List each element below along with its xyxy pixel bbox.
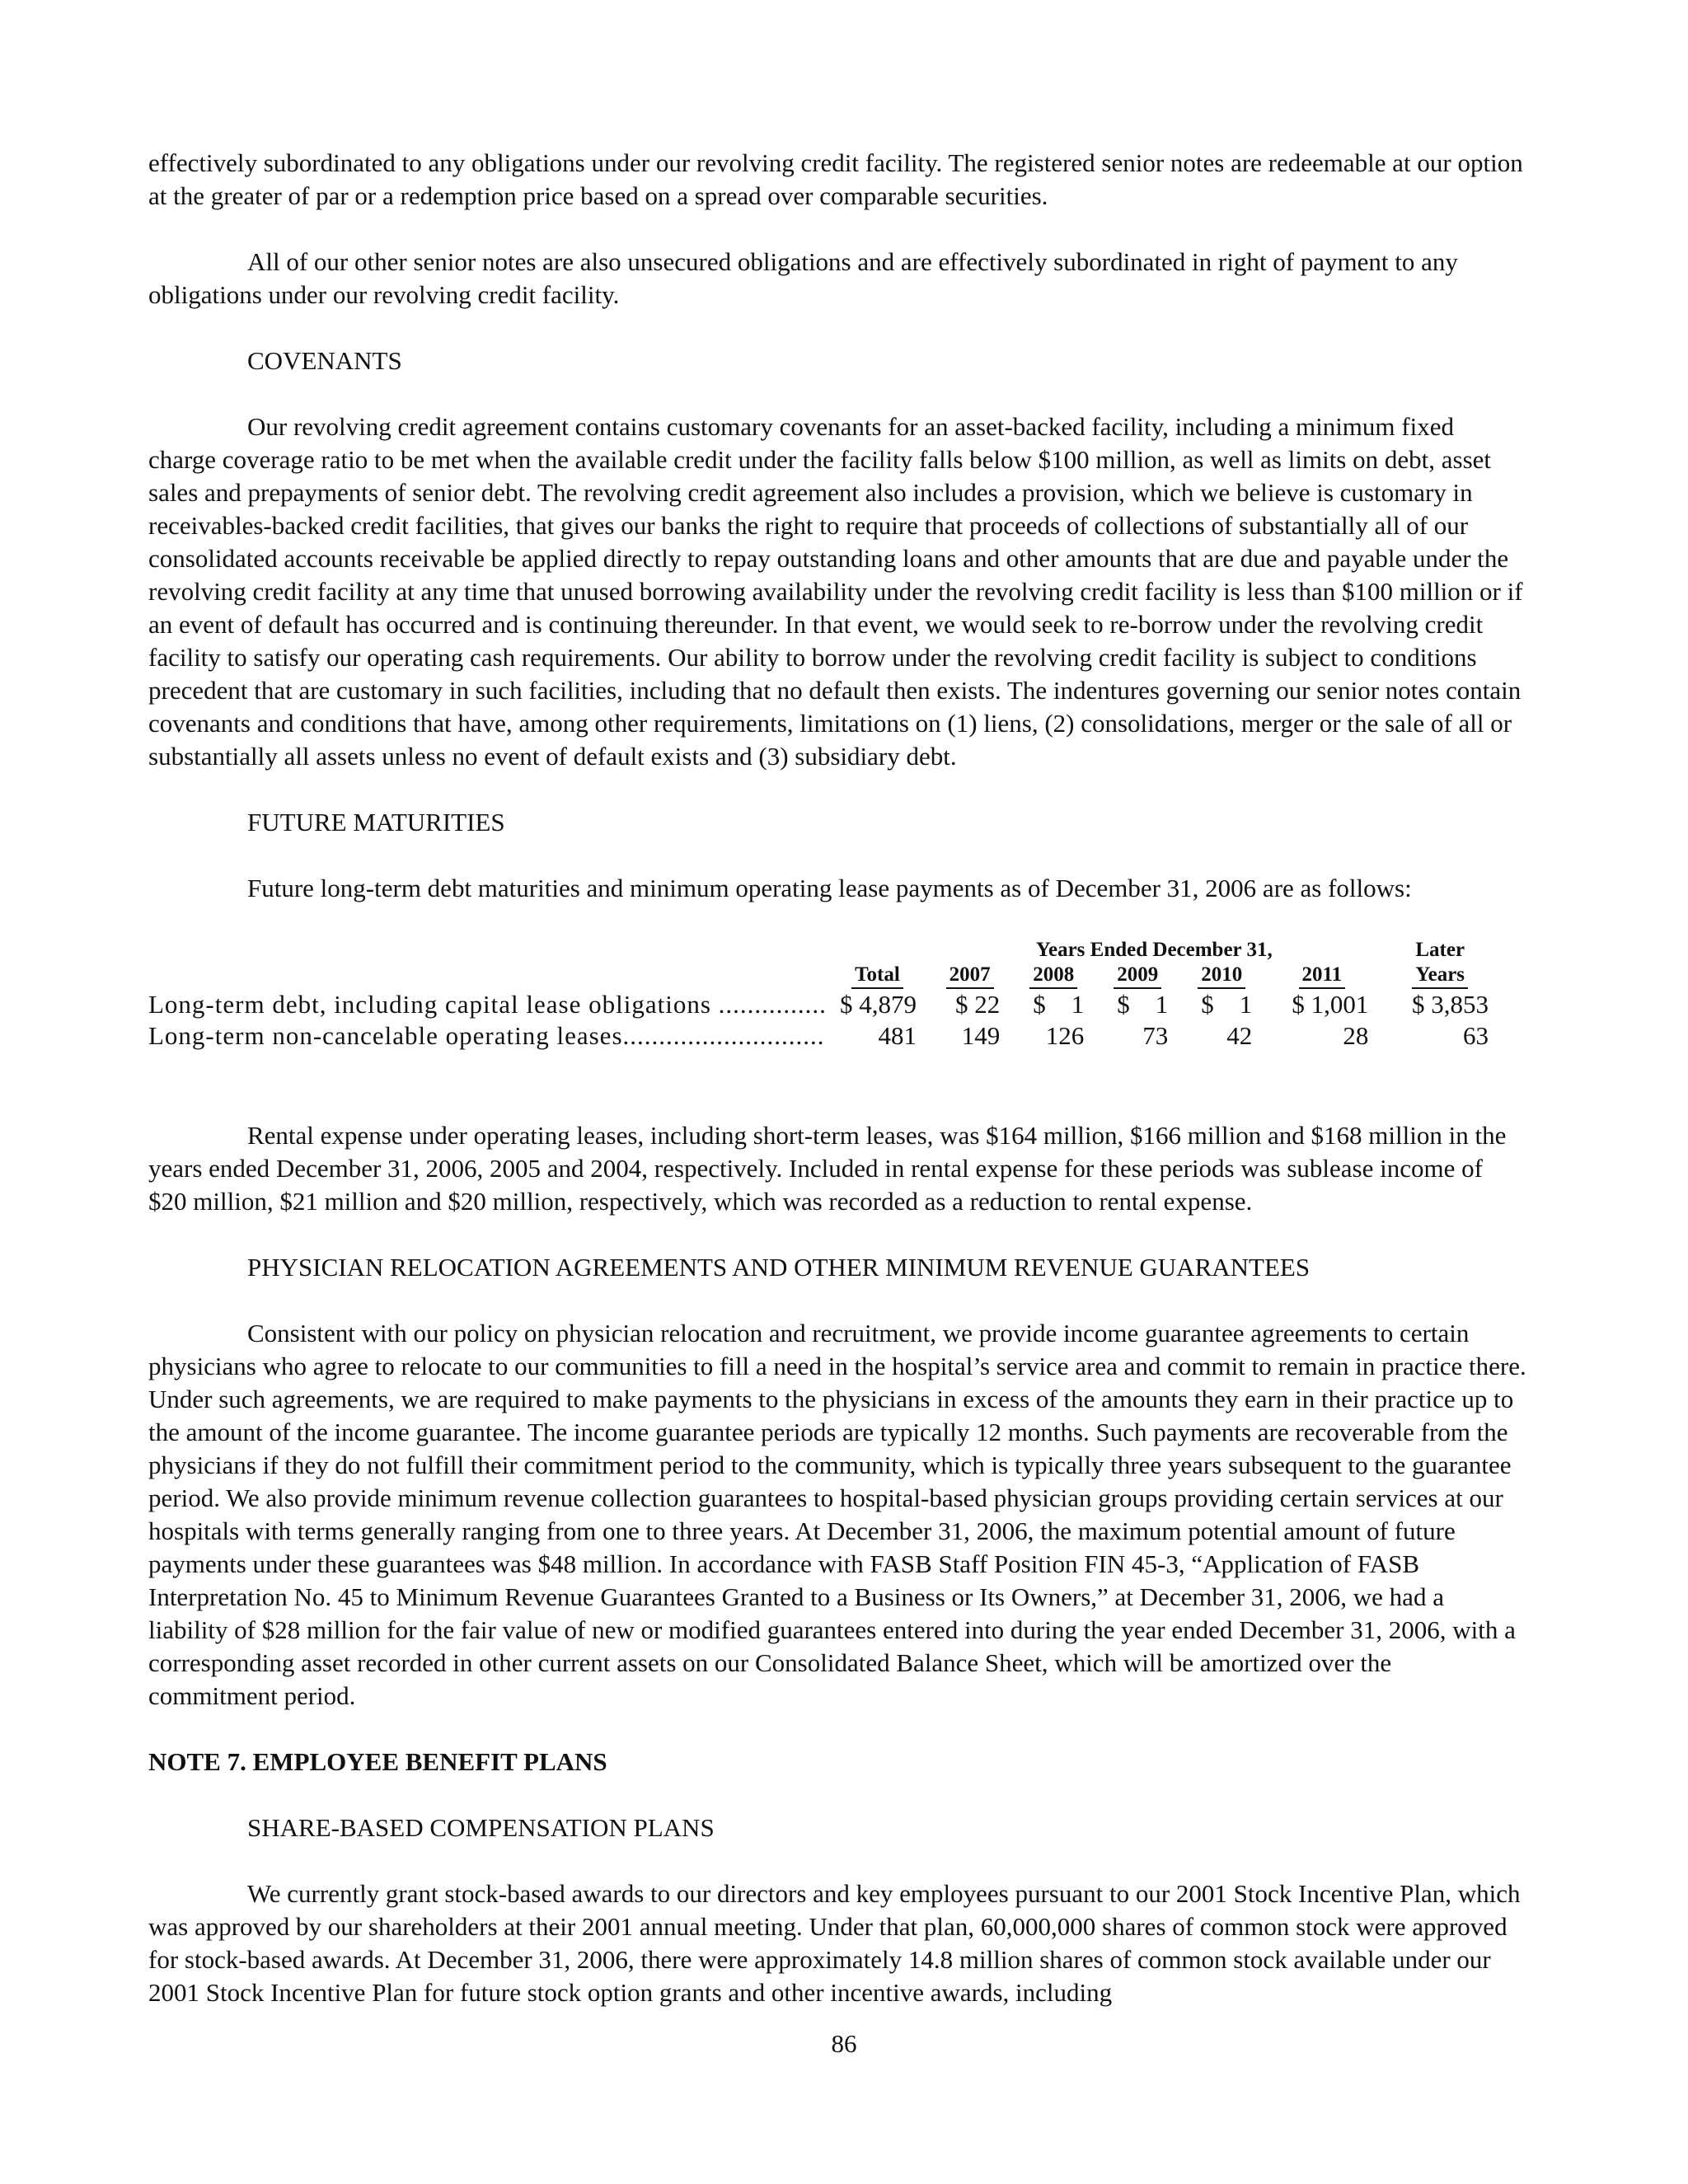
cell-value: 73 bbox=[1142, 1021, 1169, 1050]
note-heading-employee-benefit-plans: NOTE 7. EMPLOYEE BENEFIT PLANS bbox=[148, 1747, 607, 1776]
page-number: 86 bbox=[831, 2029, 857, 2058]
maturities-table bbox=[148, 938, 1500, 1052]
paragraph-physician-relocation: Consistent with our policy on physician relocation and recruitment, we provide income guarantee agreements to certain physicians who agree to relocate to our communities to fill a need in the hospital’s service area and commit to remain in practice there. Under such agreements, we are required to make payments to the physicians in excess of the amounts they earn in their practice up to the amount of the income guarantee. The income guarantee periods are typically 12 months. Such payments are recoverable from the physicians if they do not fulfill their commitment period to the community, which is typically three years subsequent to the guarantee period. We also provide minimum revenue collection guarantees to hospital-based physician groups providing certain services at our hospitals with terms generally ranging from one to three years. At December 31, 2006, the maximum potential amount of future payments under these guarantees was $48 million. In accordance with FASB Staff Position FIN 45-3, “Application of FASB Interpretation No. 45 to Minimum Revenue Guarantees Granted to a Business or Its Owners,” at December 31, 2006, we had a liability of $28 million for the fair value of new or modified guarantees entered into during the year ended December 31, 2006, with a corresponding asset recorded in other current assets on our Consolidated Balance Sheet, which will be amortized over the commitment period. bbox=[148, 1319, 1526, 1710]
cell-value: 63 bbox=[1463, 1021, 1489, 1050]
maturities-table-wrapper bbox=[148, 938, 1526, 1086]
table-header-2009: 2009 bbox=[1095, 963, 1179, 989]
row-label-operating-leases: Long-term non-cancelable operating leases............................ bbox=[148, 1021, 825, 1050]
cell-value: 42 bbox=[1226, 1021, 1253, 1050]
cell-value: $ 4,879 bbox=[840, 990, 917, 1019]
paragraph-stock-incentive-plan: We currently grant stock-based awards to our directors and key employees pursuant to our 2001 Stock Incentive Plan, which was approved by our shareholders at their 2001 annual meeting. Under that plan, 60,000,000 shares of common stock were approved for stock-based awards. At December 31, 2006, there were approximately 14.8 million shares of common stock available under our 2001 Stock Incentive Plan for future stock option grants and other incentive awards, including bbox=[148, 1879, 1521, 2007]
cell-value: $ 1,001 bbox=[1292, 990, 1369, 1019]
cell-value: 28 bbox=[1343, 1021, 1369, 1050]
paragraph-rental-expense: Rental expense under operating leases, including short-term leases, was $164 million, $166 million and $168 million in the years ended December 31, 2006, 2005 and 2004, respectively. Included in rental expense for these periods was sublease income of $20 million, $21 million and $20 million, respectively, which was recorded as a reduction to rental expense. bbox=[148, 1121, 1507, 1216]
paragraph-other-senior-notes: All of our other senior notes are also unsecured obligations and are effectively subordinated in right of payment to any obligations under our revolving credit facility. bbox=[148, 247, 1458, 309]
table-header-later-line2: Years bbox=[1380, 963, 1500, 989]
paragraph-senior-notes-redeemable: effectively subordinated to any obligations under our revolving credit facility. The registered senior notes are redeemable at our option at the greater of par or a redemption price based on a spread over comparable securities. bbox=[148, 148, 1523, 210]
section-heading-share-based-compensation: SHARE-BASED COMPENSATION PLANS bbox=[247, 1813, 715, 1842]
cell-value: $ 1 bbox=[1033, 990, 1085, 1019]
cell-value: $ 1 bbox=[1117, 990, 1169, 1019]
table-header-later-line1: Later bbox=[1415, 939, 1465, 961]
document-page bbox=[148, 147, 1526, 2042]
cell-value: $ 1 bbox=[1201, 990, 1253, 1019]
table-header-2008: 2008 bbox=[1011, 963, 1095, 989]
section-heading-future-maturities: FUTURE MATURITIES bbox=[247, 808, 505, 837]
paragraph-covenants: Our revolving credit agreement contains customary covenants for an asset-backed facility, including a minimum fixed charge coverage ratio to be met when the available credit under the facility falls below $100 million, as well as limits on debt, asset sales and prepayments of senior debt. The revolving credit agreement also includes a provision, which we believe is customary in receivables-backed credit facilities, that gives our banks the right to require that proceeds of collections of substantially all of our consolidated accounts receivable be applied directly to repay outstanding loans and other amounts that are due and payable under the revolving credit facility at any time that unused borrowing availability under the revolving credit facility is less than $100 million or if an event of default has occurred and is continuing thereunder. In that event, we would seek to re-borrow under the revolving credit facility to satisfy our operating cash requirements. Our ability to borrow under the revolving credit facility is subject to conditions precedent that are customary in such facilities, including that no default then exists. The indentures governing our senior notes contain covenants and conditions that have, among other requirements, limitations on (1) liens, (2) consolidations, merger or the sale of all or substantially all assets unless no event of default exists and (3) subsidiary debt. bbox=[148, 412, 1523, 771]
cell-value: $ 22 bbox=[955, 990, 1001, 1019]
table-header-2007: 2007 bbox=[928, 963, 1011, 989]
cell-value: 481 bbox=[878, 1021, 917, 1050]
table-row bbox=[148, 1020, 1500, 1052]
table-row bbox=[148, 989, 1500, 1020]
paragraph-future-maturities-intro: Future long-term debt maturities and minimum operating lease payments as of December 31, 2006 are as follows: bbox=[247, 874, 1412, 902]
table-group-header: Years Ended December 31, bbox=[1035, 939, 1273, 961]
cell-value: $ 3,853 bbox=[1412, 990, 1489, 1019]
section-heading-covenants: COVENANTS bbox=[247, 346, 402, 375]
cell-value: 126 bbox=[1045, 1021, 1085, 1050]
table-header-total: Total bbox=[827, 963, 928, 989]
cell-value: 149 bbox=[961, 1021, 1001, 1050]
row-label-long-term-debt: Long-term debt, including capital lease obligations ............... bbox=[148, 990, 827, 1019]
table-header-2010: 2010 bbox=[1179, 963, 1264, 989]
table-header-2011: 2011 bbox=[1264, 963, 1380, 989]
section-heading-physician-relocation: PHYSICIAN RELOCATION AGREEMENTS AND OTHER MINIMUM REVENUE GUARANTEES bbox=[247, 1253, 1311, 1282]
